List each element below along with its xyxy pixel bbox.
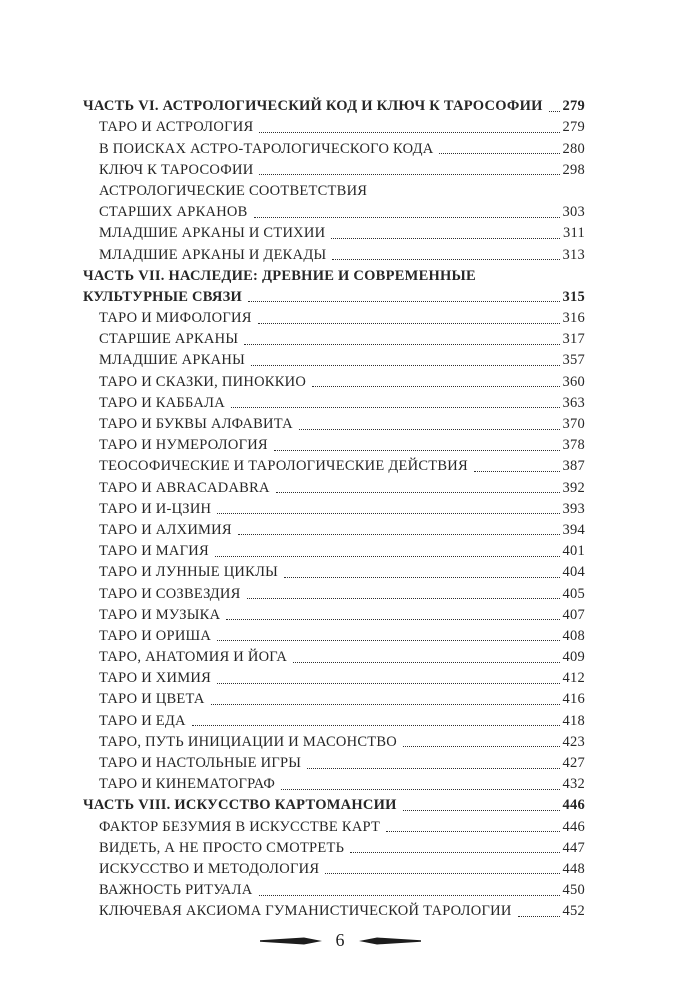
dot-leader (386, 831, 559, 832)
toc-page-number: 363 (562, 394, 585, 411)
toc-entry-label: ТАРО И АСТРОЛОГИЯ (99, 119, 254, 136)
dot-leader (217, 513, 559, 514)
toc-part-label: ЧАСТЬ VIII. ИСКУССТВО КАРТОМАНСИИ (83, 797, 397, 814)
toc-part-label: ЧАСТЬ VII. НАСЛЕДИЕ: ДРЕВНИЕ И СОВРЕМЕННЫЕ (83, 267, 476, 284)
toc-entry-label: ТЕОСОФИЧЕСКИЕ И ТАРОЛОГИЧЕСКИЕ ДЕЙСТВИЯ (99, 458, 468, 475)
dot-leader (247, 598, 560, 599)
toc-page-number: 313 (562, 246, 585, 263)
page-number: 6 (335, 930, 345, 950)
toc-entry (83, 899, 585, 920)
dot-leader (211, 704, 560, 705)
toc-entry (83, 306, 585, 327)
toc-entry-label: ТАРО И СОЗВЕЗДИЯ (99, 585, 241, 602)
toc-entry-label: МЛАДШИЕ АРКАНЫ (99, 352, 245, 369)
dot-leader (259, 174, 559, 175)
toc-entry (83, 497, 585, 518)
toc-entry (83, 454, 585, 475)
dot-leader (217, 683, 559, 684)
toc-entry-label: ИСКУССТВО И МЕТОДОЛОГИЯ (99, 860, 320, 877)
dot-leader (226, 619, 559, 620)
toc-entry (83, 581, 585, 602)
toc-page-number: 298 (562, 161, 585, 178)
toc-entry (83, 560, 585, 581)
dot-leader (403, 810, 560, 811)
dot-leader (403, 746, 559, 747)
toc-entry-label: ТАРО И ХИМИЯ (99, 670, 212, 687)
toc-entry (83, 348, 585, 369)
dot-leader (217, 640, 559, 641)
dot-leader (439, 153, 559, 154)
toc-page-number: 408 (562, 627, 585, 644)
toc-entry (83, 603, 585, 624)
dot-leader (325, 873, 559, 874)
toc-entry (83, 158, 585, 179)
toc-entry (83, 115, 585, 136)
toc-page-number: 446 (562, 818, 585, 835)
toc-entry-label: ТАРО И МУЗЫКА (99, 606, 221, 623)
toc-entry-label: В ПОИСКАХ АСТРО-ТАРОЛОГИЧЕСКОГО КОДА (99, 140, 434, 157)
dot-leader (307, 768, 559, 769)
toc-page-number: 423 (562, 733, 585, 750)
toc-page-number: 316 (562, 310, 585, 327)
toc-entry (83, 518, 585, 539)
toc-page-number: 303 (562, 204, 585, 221)
toc-page-number: 404 (562, 564, 585, 581)
toc-part-header (83, 285, 585, 306)
toc-page-number: 279 (562, 119, 585, 136)
toc-entry-label: ТАРО, ПУТЬ ИНИЦИАЦИИ И МАСОНСТВО (99, 733, 398, 750)
dot-leader (248, 301, 559, 302)
toc-page-number: 446 (562, 797, 585, 814)
dot-leader (474, 471, 560, 472)
toc-entry (83, 814, 585, 835)
toc-entry (83, 200, 585, 221)
toc-entry (83, 772, 585, 793)
toc-entry-label: ТАРО, АНАТОМИЯ И ЙОГА (99, 649, 288, 666)
toc-page-number: 392 (562, 479, 585, 496)
dot-leader (350, 852, 559, 853)
toc-part-label: ЧАСТЬ VI. АСТРОЛОГИЧЕСКИЙ КОД И КЛЮЧ К ТАРОСОФИИ (83, 98, 543, 115)
dot-leader (251, 365, 560, 366)
toc-page-number: 311 (563, 225, 585, 242)
table-of-contents (83, 94, 585, 920)
dot-leader (259, 895, 560, 896)
toc-part-header (83, 793, 585, 814)
toc-entry-label: ТАРО И НУМЕРОЛОГИЯ (99, 437, 268, 454)
toc-entry (83, 751, 585, 772)
dot-leader (258, 323, 560, 324)
dot-leader (332, 259, 559, 260)
dot-leader (192, 725, 560, 726)
toc-entry (83, 475, 585, 496)
toc-entry (83, 327, 585, 348)
dot-leader (215, 556, 560, 557)
toc-entry-label: ВИДЕТЬ, А НЕ ПРОСТО СМОТРЕТЬ (99, 839, 345, 856)
toc-page-number: 360 (562, 373, 585, 390)
toc-entry-label: ТАРО И ЛУННЫЕ ЦИКЛЫ (99, 564, 279, 581)
footer-ornament-arrow-icon (260, 936, 322, 946)
toc-entry-label: ТАРО И СКАЗКИ, ПИНОККИО (99, 373, 307, 390)
toc-entry-label: ТАРО И ОРИША (99, 627, 212, 644)
toc-page-number: 412 (562, 670, 585, 687)
toc-entry (83, 708, 585, 729)
dot-leader (281, 789, 559, 790)
toc-entry-label: ТАРО И ЦВЕТА (99, 691, 205, 708)
toc-page-number: 450 (562, 882, 585, 899)
toc-page-number: 378 (562, 437, 585, 454)
toc-entry-label: СТАРШИХ АРКАНОВ (99, 204, 248, 221)
toc-page-number: 370 (562, 416, 585, 432)
toc-page-number: 387 (562, 458, 585, 475)
dot-leader (299, 429, 560, 430)
toc-entry-label: ВАЖНОСТЬ РИТУАЛА (99, 882, 253, 899)
toc-part-label: КУЛЬТУРНЫЕ СВЯЗИ (83, 288, 243, 305)
toc-page-number: 280 (562, 140, 585, 157)
footer-ornament-arrow-icon (359, 936, 421, 946)
toc-part-header-wrapped-line (83, 264, 585, 285)
toc-entry-label: ТАРО И КИНЕМАТОГРАФ (99, 776, 276, 793)
toc-page-number: 393 (562, 500, 585, 517)
toc-entry (83, 136, 585, 157)
dot-leader (312, 386, 559, 387)
toc-page-number: 416 (562, 691, 585, 708)
toc-page-number: 357 (562, 352, 585, 369)
toc-entry-label: МЛАДШИЕ АРКАНЫ И ДЕКАДЫ (99, 246, 327, 263)
toc-entry-label: ТАРО И АЛХИМИЯ (99, 521, 232, 538)
toc-entry (83, 539, 585, 560)
toc-entry-label: ТАРО И ABRACADABRA (99, 479, 270, 496)
toc-page-number: 418 (562, 712, 585, 729)
toc-page-number: 447 (562, 839, 585, 856)
toc-entry (83, 666, 585, 687)
toc-page-number: 405 (562, 585, 585, 602)
dot-leader (244, 344, 559, 345)
toc-entry-wrapped-line (83, 179, 585, 200)
toc-entry-label: ТАРО И МАГИЯ (99, 543, 209, 560)
toc-entry-label: ФАКТОР БЕЗУМИЯ В ИСКУССТВЕ КАРТ (99, 818, 381, 835)
dot-leader (254, 217, 560, 218)
dot-leader (231, 407, 560, 408)
toc-page-number: 315 (562, 288, 585, 305)
toc-page-number: 401 (562, 543, 585, 560)
toc-entry (83, 412, 585, 433)
toc-page-number: 427 (562, 755, 585, 771)
dot-leader (549, 111, 560, 112)
dot-leader (238, 534, 560, 535)
toc-entry-label: КЛЮЧЕВАЯ АКСИОМА ГУМАНИСТИЧЕСКОЙ ТАРОЛОГИИ (99, 903, 512, 920)
page-footer (0, 930, 680, 951)
toc-entry-label: ТАРО И КАББАЛА (99, 394, 225, 411)
dot-leader (284, 577, 559, 578)
toc-entry (83, 433, 585, 454)
toc-entry (83, 391, 585, 412)
toc-entry (83, 242, 585, 263)
toc-entry (83, 369, 585, 390)
toc-entry-label: ТАРО И МИФОЛОГИЯ (99, 310, 252, 327)
toc-entry (83, 645, 585, 666)
toc-page-number: 452 (562, 903, 585, 920)
dot-leader (259, 132, 559, 133)
toc-entry (83, 624, 585, 645)
toc-page-number: 317 (562, 331, 585, 348)
toc-entry (83, 730, 585, 751)
dot-leader (331, 238, 560, 239)
toc-entry-label: ТАРО И ЕДА (99, 712, 186, 729)
toc-page-number: 407 (562, 606, 585, 623)
toc-page-number: 394 (562, 521, 585, 538)
toc-entry-label: СТАРШИЕ АРКАНЫ (99, 331, 239, 348)
toc-entry (83, 687, 585, 708)
toc-entry (83, 221, 585, 242)
toc-part-header (83, 94, 585, 115)
toc-page-number: 448 (562, 860, 585, 877)
toc-page-number: 432 (562, 776, 585, 793)
toc-entry-label: ТАРО И БУКВЫ АЛФАВИТА (99, 416, 293, 432)
toc-entry-label: МЛАДШИЕ АРКАНЫ И СТИХИИ (99, 225, 326, 242)
toc-entry-label: ТАРО И НАСТОЛЬНЫЕ ИГРЫ (99, 755, 302, 771)
toc-entry-label: АСТРОЛОГИЧЕСКИЕ СООТВЕТСТВИЯ (99, 182, 368, 199)
toc-page-number: 279 (562, 98, 585, 115)
dot-leader (293, 662, 559, 663)
toc-page-number: 409 (562, 649, 585, 666)
toc-entry-label: КЛЮЧ К ТАРОСОФИИ (99, 161, 254, 178)
dot-leader (274, 450, 560, 451)
toc-entry (83, 857, 585, 878)
toc-entry (83, 836, 585, 857)
toc-entry (83, 878, 585, 899)
dot-leader (276, 492, 560, 493)
dot-leader (518, 916, 560, 917)
toc-entry-label: ТАРО И И-ЦЗИН (99, 500, 212, 517)
